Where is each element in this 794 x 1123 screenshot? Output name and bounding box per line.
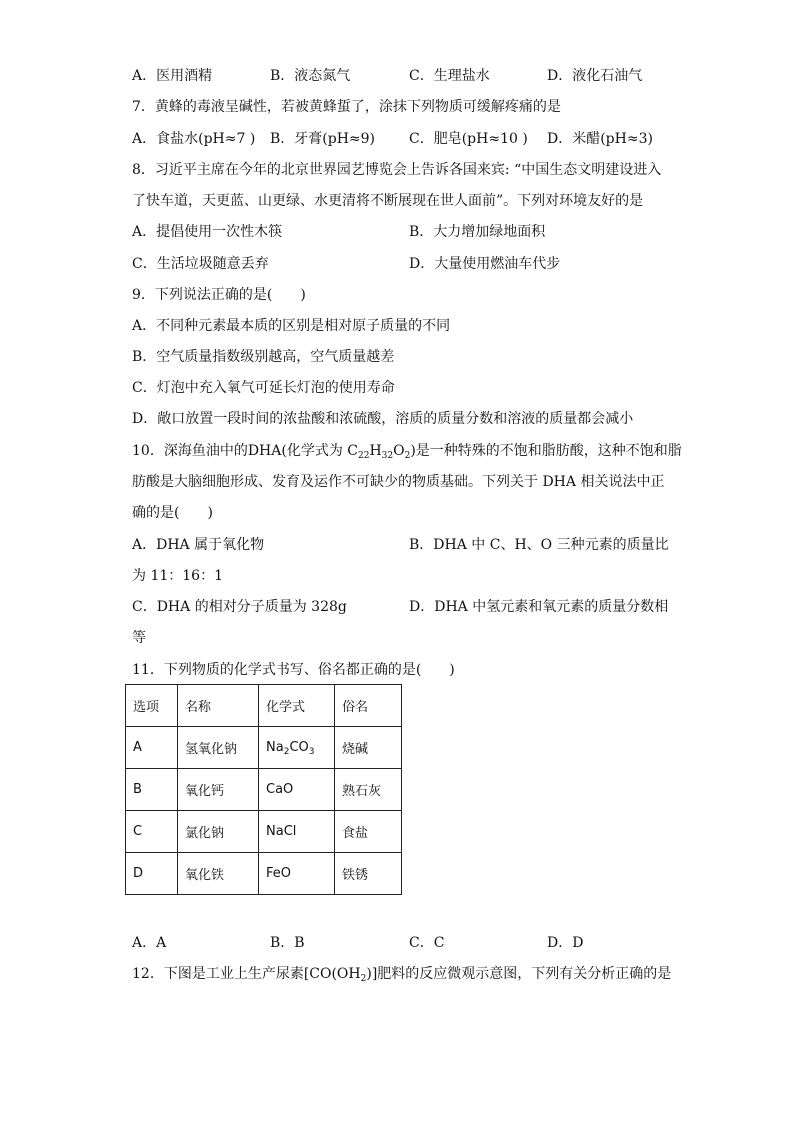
q6-option-b: B．液态氮气 [270, 68, 351, 84]
q10-h: H [369, 443, 382, 459]
q9-option-b: B．空气质量指数级别越高，空气质量越差 [132, 349, 395, 365]
q6-option-a: A．医用酒精 [132, 68, 213, 84]
table-row [126, 811, 402, 853]
q12-stem [132, 964, 671, 984]
q8-stem-line-2: 了快车道，天更蓝、山更绿、水更清将不断展现在世人面前”。下列对环境友好的是 [132, 193, 644, 209]
table-cell: NaCl [259, 811, 335, 853]
q9-option-c: C．灯泡中充入氧气可延长灯泡的使用寿命 [132, 380, 395, 396]
q10-option-b-line-1: B．DHA 中 C、H、O 三种元素的质量比 [409, 537, 669, 553]
table-cell: 铁锈 [335, 853, 402, 895]
q9-option-a: A．不同种元素最本质的区别是相对原子质量的不同 [132, 318, 451, 334]
q10-stem-pre: 10．深海鱼油中的DHA(化学式为 C [132, 443, 358, 459]
q10-stem-line-1 [132, 441, 682, 461]
q9-option-d: D．敞口放置一段时间的浓盐酸和浓硫酸，溶质的质量分数和溶液的质量都会减小 [132, 411, 634, 427]
table-header-cell: 化学式 [259, 685, 335, 727]
table-cell: CaO [259, 769, 335, 811]
q7-stem: 7．黄蜂的毒液呈碱性，若被黄蜂蜇了，涂抹下列物质可缓解疼痛的是 [132, 99, 561, 115]
q8-option-b: B．大力增加绿地面积 [409, 224, 546, 240]
q7-option-a: A．食盐水(pH≈7 ) [132, 131, 256, 147]
table-row [126, 727, 402, 769]
q10-sub-c: 22 [357, 451, 370, 461]
q10-option-d-line-1: D．DHA 中氢元素和氧元素的质量分数相 [409, 599, 669, 615]
table-cell: 食盐 [335, 811, 402, 853]
q11-option-b: B．B [270, 935, 305, 951]
table-row [126, 853, 402, 895]
table-cell: FeO [259, 853, 335, 895]
q8-option-a: A．提倡使用一次性木筷 [132, 224, 283, 240]
q10-option-a: A．DHA 属于氧化物 [132, 537, 265, 553]
q10-option-c: C．DHA 的相对分子质量为 328g [132, 599, 347, 615]
q10-option-b-line-2: 为 11：16：1 [132, 568, 223, 584]
q8-option-d: D．大量使用燃油车代步 [409, 256, 561, 272]
q10-o: O [393, 443, 405, 459]
table-cell: C [126, 811, 178, 853]
table-header-cell: 俗名 [335, 685, 402, 727]
table-header-cell: 选项 [126, 685, 178, 727]
table-cell: 氧化钙 [178, 769, 259, 811]
table-cell: 氢氧化钠 [178, 727, 259, 769]
q6-option-c: C．生理盐水 [409, 68, 490, 84]
q11-table [125, 684, 402, 895]
formula-part: Na [266, 740, 284, 755]
formula-part: CO [289, 740, 309, 755]
q11-option-c: C．C [409, 935, 445, 951]
table-cell: A [126, 727, 178, 769]
q10-stem-line-2: 肪酸是大脑细胞形成、发育及运作不可缺少的物质基础。下列关于 DHA 相关说法中正 [132, 474, 665, 490]
q7-option-d: D．米醋(pH≈3) [547, 131, 653, 147]
table-cell: 氯化钠 [178, 811, 259, 853]
q10-stem-post: )是一种特殊的不饱和脂肪酸，这种不饱和脂 [410, 443, 682, 459]
q10-option-d-line-2: 等 [132, 630, 146, 646]
q12-sub: 2 [360, 974, 367, 984]
formula-sub: 3 [308, 747, 315, 757]
q9-stem: 9．下列说法正确的是( ) [132, 287, 306, 303]
q8-option-c: C．生活垃圾随意丢弃 [132, 256, 269, 272]
q11-option-a: A．A [132, 935, 167, 951]
q7-option-b: B．牙膏(pH≈9) [270, 131, 376, 147]
table-cell-formula [259, 727, 335, 769]
table-cell: 烧碱 [335, 727, 402, 769]
q7-option-c: C．肥皂(pH≈10 ) [409, 131, 528, 147]
q11-stem: 11．下列物质的化学式书写、俗名都正确的是( ) [132, 662, 455, 678]
table-header-cell: 名称 [178, 685, 259, 727]
q11-option-d: D．D [547, 935, 584, 951]
formula-sub: 2 [283, 747, 290, 757]
q12-stem-post: )]肥料的反应微观示意图，下列有关分析正确的是 [366, 966, 672, 982]
q10-stem-line-3: 确的是( ) [132, 505, 213, 521]
table-header-row [126, 685, 402, 727]
q12-stem-pre: 12．下图是工业上生产尿素[CO(OH [132, 966, 361, 982]
table-cell: D [126, 853, 178, 895]
q10-sub-o: 2 [404, 451, 411, 461]
table-cell: 氧化铁 [178, 853, 259, 895]
table-cell: B [126, 769, 178, 811]
q8-stem-line-1: 8．习近平主席在今年的北京世界园艺博览会上告诉各国来宾: “中国生态文明建设进入 [132, 162, 662, 178]
q10-sub-h: 32 [381, 451, 394, 461]
table-row [126, 769, 402, 811]
table-cell: 熟石灰 [335, 769, 402, 811]
q6-option-d: D．液化石油气 [547, 68, 643, 84]
